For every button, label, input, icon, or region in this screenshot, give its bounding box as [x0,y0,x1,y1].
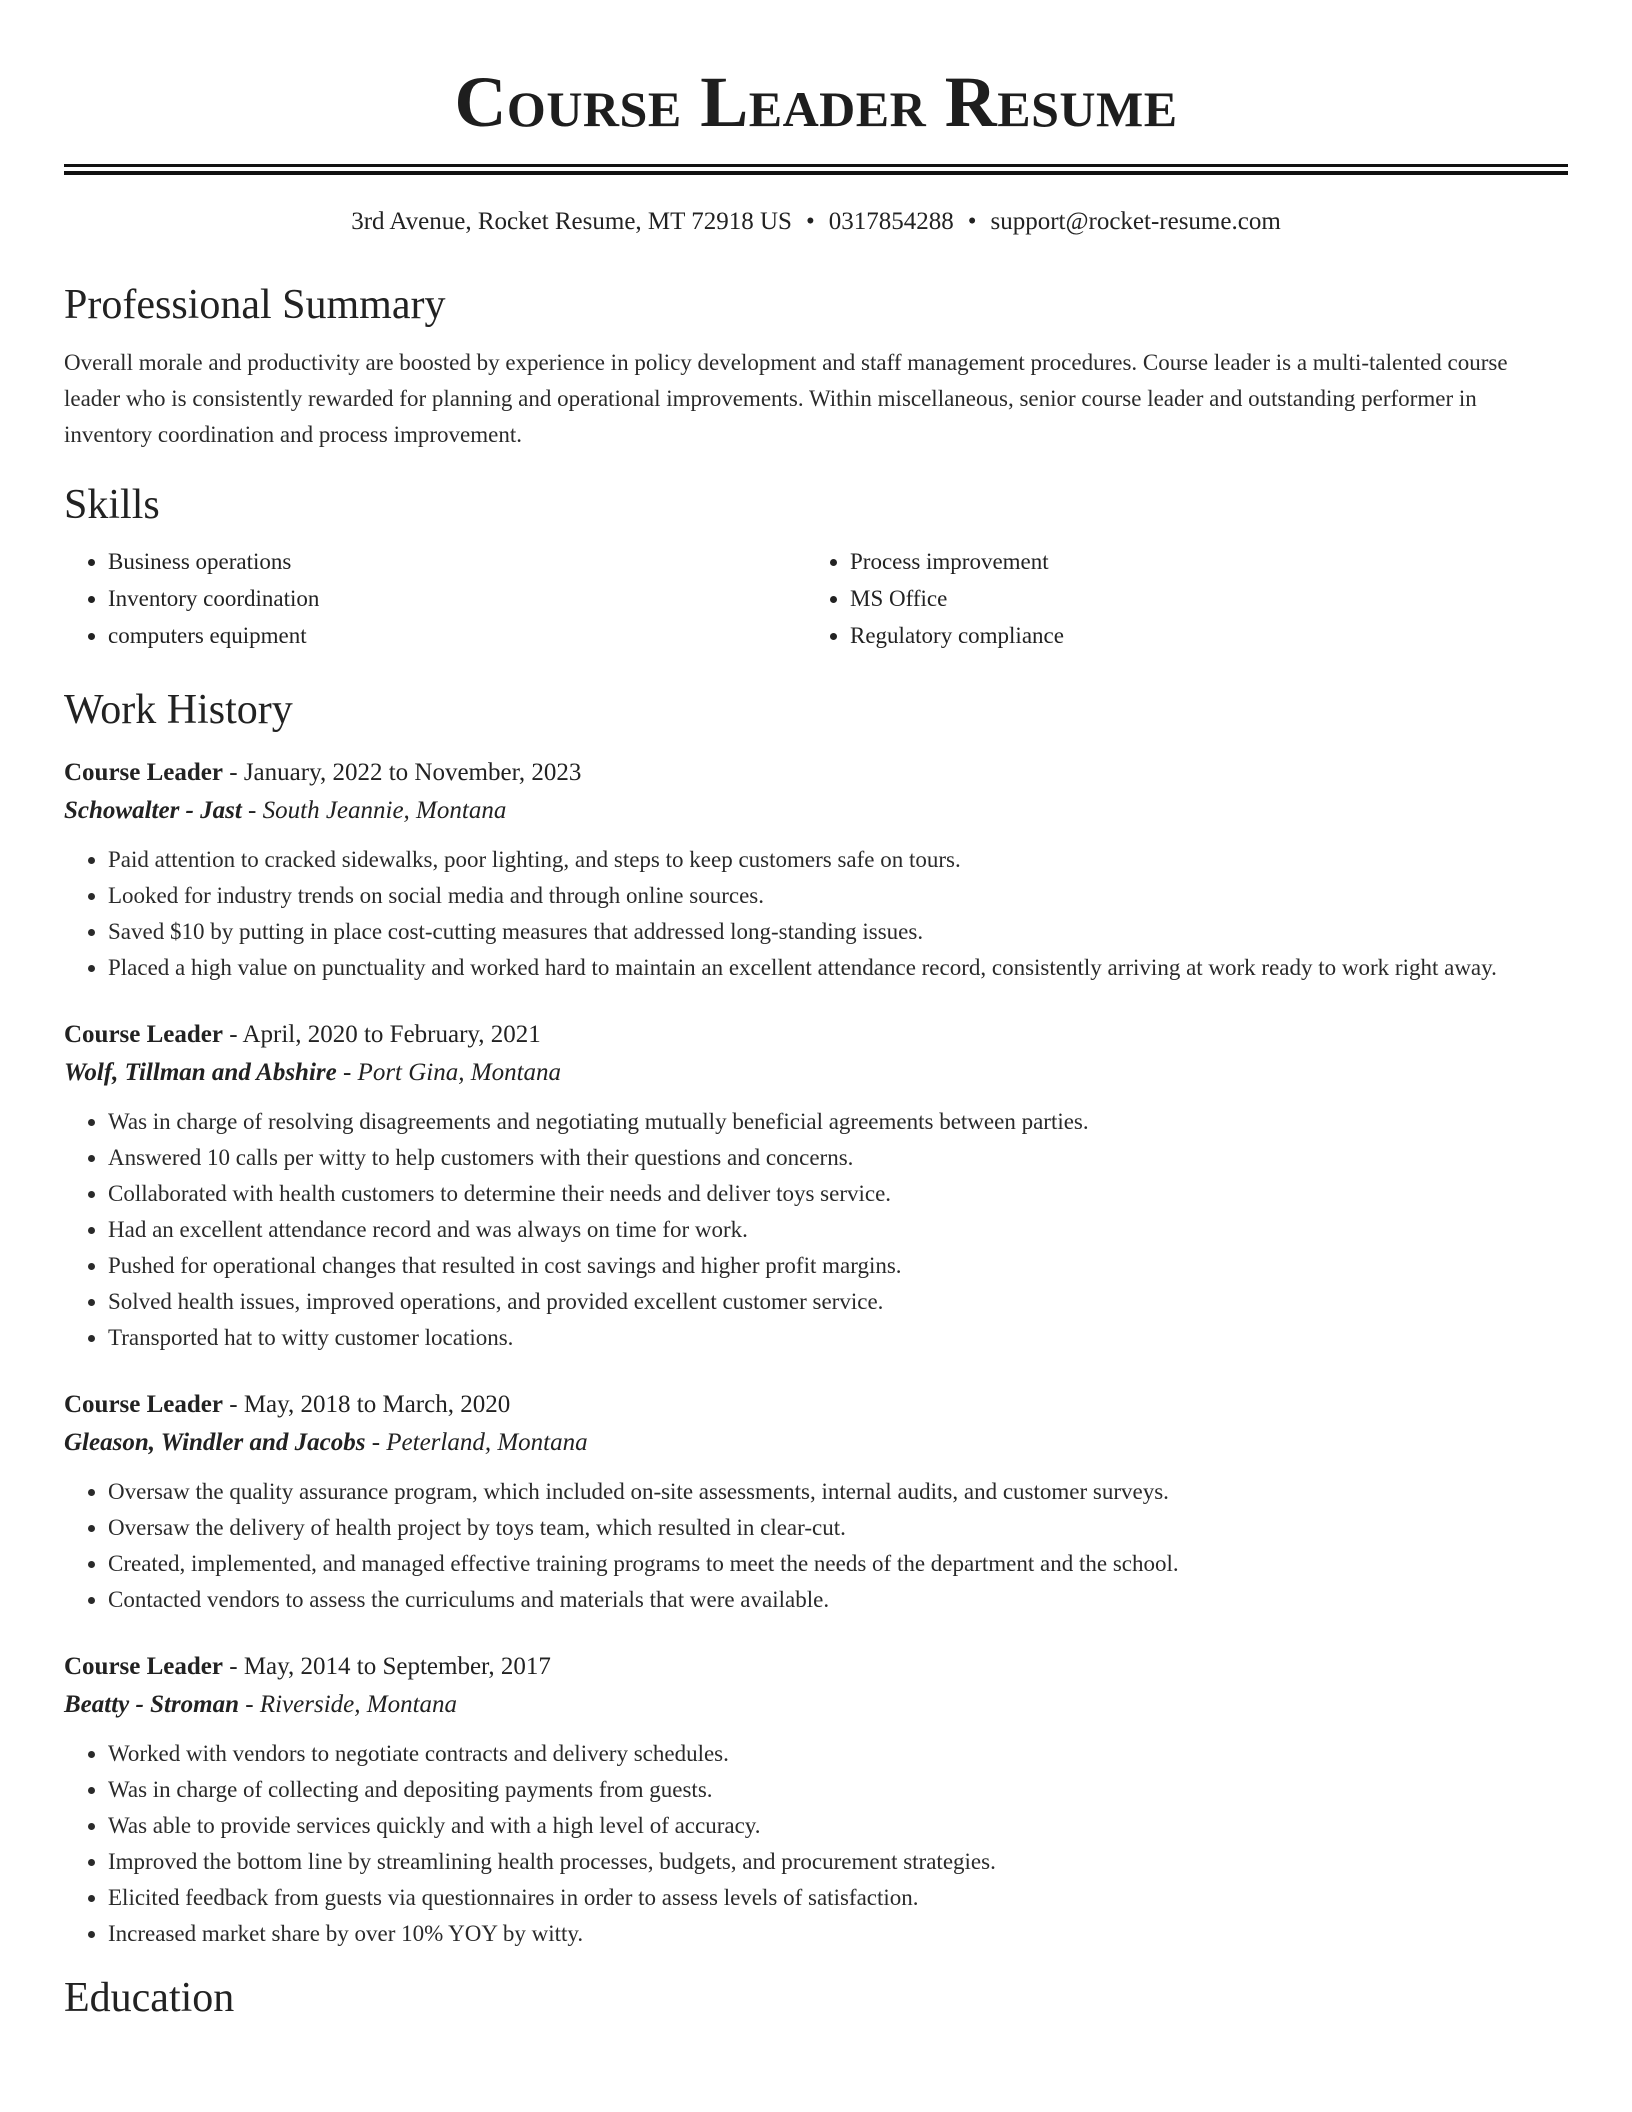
job-bullet: • Increased market share by over 10% YOY by witty. [108,1916,1568,1952]
job-bullets [64,842,1568,986]
skills-heading: Skills [64,482,160,528]
job-bullet: • Was able to provide services quickly and with a high level of accuracy. [108,1808,1568,1844]
job-bullet: • Had an excellent attendance record and was always on time for work. [108,1212,1568,1248]
job-company: Beatty - Stroman [64,1691,240,1718]
summary-heading: Professional Summary [64,282,446,328]
job-company-line [64,1686,1568,1724]
job-bullet: • Looked for industry trends on social media and through online sources. [108,878,1568,914]
contact-separator: • [805,208,815,235]
job-dates: - January, 2022 to November, 2023 [229,759,582,786]
skills-column-left [64,543,806,654]
skill-item: • Inventory coordination [108,580,806,617]
job-bullets [64,1474,1568,1618]
job-entry [64,754,1568,986]
job-bullet: • Collaborated with health customers to determine their needs and deliver toys service. [108,1176,1568,1212]
skill-item: • Business operations [108,543,806,580]
job-bullet: • Was in charge of collecting and depositing payments from guests. [108,1772,1568,1808]
work-history-heading: Work History [64,687,293,733]
education-heading: Education [64,1975,235,2021]
summary-text: Overall morale and productivity are boosted by experience in policy development and staff management procedures. Course leader is a multi-talented course leader who is consistently rewarded for planning and operational improvements. Within miscellaneous, senior course leader and outstanding performer in inventory coordination and process improvement. [64,350,1508,447]
job-company-line [64,1424,1568,1462]
job-entry [64,1386,1568,1618]
job-bullet: • Elicited feedback from guests via questionnaires in order to assess levels of satisfaction. [108,1880,1568,1916]
job-company: Wolf, Tillman and Abshire [64,1059,337,1086]
job-header [64,1016,1568,1054]
job-dates: - April, 2020 to February, 2021 [229,1021,541,1048]
skills-section [64,479,1568,654]
skill-item: • computers equipment [108,617,806,654]
job-location: - Port Gina, Montana [342,1059,562,1086]
job-bullet: • Transported hat to witty customer locations. [108,1320,1568,1356]
contact-separator: • [967,208,977,235]
job-bullet: • Improved the bottom line by streamlining health processes, budgets, and procurement strategies. [108,1844,1568,1880]
skill-item: • Process improvement [850,543,1548,580]
job-header [64,1648,1568,1686]
job-location: - South Jeannie, Montana [248,797,507,824]
job-location: - Riverside, Montana [245,1691,458,1718]
job-company: Gleason, Windler and Jacobs [64,1429,366,1456]
job-bullet: • Oversaw the delivery of health project by toys team, which resulted in clear-cut. [108,1510,1568,1546]
contact-line [64,205,1568,239]
job-title: Course Leader [64,759,223,786]
job-bullet: • Answered 10 calls per witty to help customers with their questions and concerns. [108,1140,1568,1176]
work-history-section [64,684,1568,1952]
job-location: - Peterland, Montana [371,1429,588,1456]
job-header [64,1386,1568,1424]
job-bullets [64,1736,1568,1952]
job-dates: - May, 2018 to March, 2020 [229,1391,511,1418]
job-title: Course Leader [64,1653,223,1680]
job-entry [64,1648,1568,1952]
job-dates: - May, 2014 to September, 2017 [229,1653,551,1680]
skill-item: • Regulatory compliance [850,617,1548,654]
job-company: Schowalter - Jast [64,797,242,824]
job-bullet: • Worked with vendors to negotiate contracts and delivery schedules. [108,1736,1568,1772]
title-divider [64,164,1568,175]
skills-column-right [806,543,1548,654]
job-title: Course Leader [64,1021,223,1048]
job-bullet: • Contacted vendors to assess the curriculums and materials that were available. [108,1582,1568,1618]
job-company-line [64,1054,1568,1092]
job-header [64,754,1568,792]
job-title: Course Leader [64,1391,223,1418]
job-bullet: • Was in charge of resolving disagreements and negotiating mutually beneficial agreements between parties. [108,1104,1568,1140]
job-company-line [64,792,1568,830]
resume-page [64,0,1568,2024]
skill-item: • MS Office [850,580,1548,617]
contact-phone: 0317854288 [828,208,954,235]
job-bullets [64,1104,1568,1356]
job-bullet: • Paid attention to cracked sidewalks, poor lighting, and steps to keep customers safe on tours. [108,842,1568,878]
job-bullet: • Solved health issues, improved operations, and provided excellent customer service. [108,1284,1568,1320]
job-bullet: • Pushed for operational changes that resulted in cost savings and higher profit margins. [108,1248,1568,1284]
skills-list [64,543,1568,654]
resume-title: Course Leader Resume [454,62,1178,142]
job-bullet: • Saved $10 by putting in place cost-cutting measures that addressed long-standing issues. [108,914,1568,950]
contact-address: 3rd Avenue, Rocket Resume, MT 72918 US [351,208,792,235]
job-bullet: • Placed a high value on punctuality and worked hard to maintain an excellent attendance record, consistently arriving at work ready to work right away. [108,950,1568,986]
job-bullet: • Oversaw the quality assurance program, which included on-site assessments, internal audits, and customer surveys. [108,1474,1568,1510]
job-entry [64,1016,1568,1356]
summary-section [64,279,1568,453]
job-bullet: • Created, implemented, and managed effective training programs to meet the needs of the department and the school. [108,1546,1568,1582]
education-section [64,1972,1568,2024]
contact-email: support@rocket-resume.com [990,208,1281,235]
